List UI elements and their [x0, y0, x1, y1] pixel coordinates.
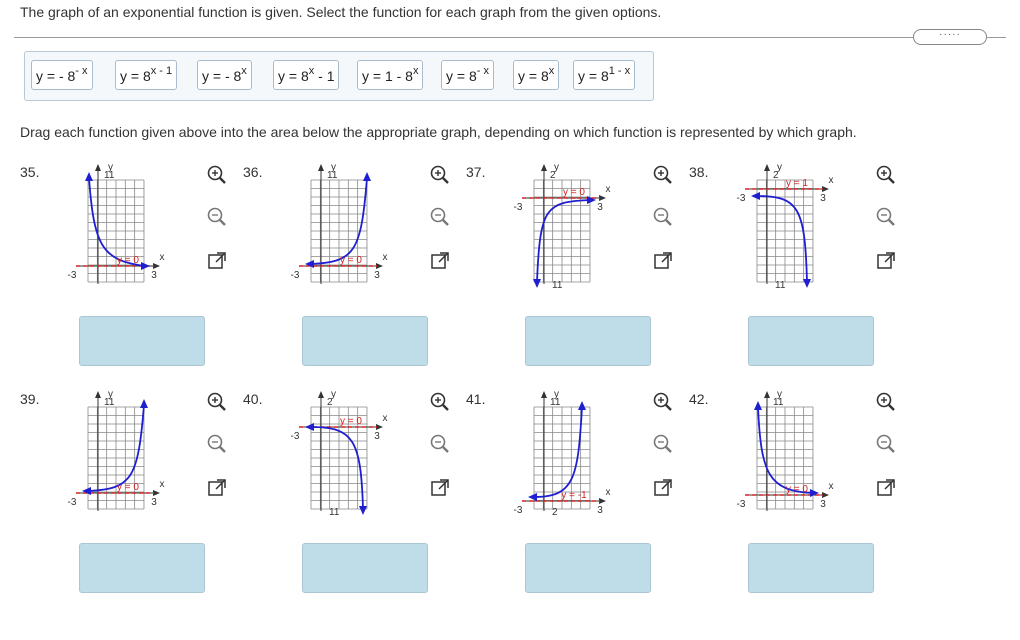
zoom-out-icon[interactable]: [875, 433, 897, 455]
zoom-out-icon[interactable]: [206, 206, 228, 228]
option-base: y = - 8: [202, 68, 242, 84]
curve-arrowhead: [810, 489, 819, 497]
x-axis-label: x: [828, 175, 834, 186]
popout-icon[interactable]: [652, 250, 674, 272]
y-axis-label: y: [331, 389, 336, 400]
y-axis-label: y: [554, 162, 559, 173]
asymptote-label: y = 0: [563, 187, 585, 198]
y-axis-label: y: [554, 389, 559, 400]
curve-arrowhead: [305, 423, 314, 431]
y-top-label: 11: [550, 397, 561, 408]
asymptote-label: y = 0: [117, 255, 139, 266]
answer-drop-zone[interactable]: [525, 543, 651, 593]
problem-number: 41.: [466, 391, 486, 407]
problem-number: 36.: [243, 164, 263, 180]
x-axis-label: x: [605, 184, 611, 195]
x-min-label: -3: [736, 499, 746, 510]
x-max-label: 3: [374, 431, 380, 442]
zoom-out-icon[interactable]: [652, 433, 674, 455]
curve-arrowhead: [587, 196, 596, 204]
zoom-in-icon[interactable]: [875, 164, 897, 186]
answer-drop-zone[interactable]: [302, 316, 428, 366]
option-tile[interactable]: [573, 60, 635, 90]
graph-svg: [713, 156, 853, 296]
zoom-in-icon[interactable]: [206, 164, 228, 186]
graph-panel: [713, 383, 853, 523]
option-base: y = 8: [518, 68, 549, 84]
option-exponent: 1 - x: [608, 65, 631, 78]
asymptote-label: y = -1: [561, 490, 587, 501]
divider-right: [986, 37, 1006, 38]
zoom-in-icon[interactable]: [875, 391, 897, 413]
more-button[interactable]: ·····: [913, 29, 987, 45]
problem-number: 35.: [20, 164, 40, 180]
curve-arrowhead: [85, 172, 93, 181]
popout-icon[interactable]: [429, 477, 451, 499]
option-base: y = - 8: [36, 68, 76, 84]
option-exponent: x - 1: [150, 65, 173, 78]
y-bottom-label: 11: [552, 280, 563, 291]
y-bottom-label: 2: [552, 507, 558, 518]
y-top-label: 11: [104, 397, 115, 408]
y-top-label: 2: [773, 170, 779, 181]
x-max-label: 3: [820, 499, 826, 510]
zoom-out-icon[interactable]: [206, 433, 228, 455]
graph-svg: [44, 383, 184, 523]
x-axis-label: x: [382, 413, 388, 424]
graph-svg: [713, 383, 853, 523]
curve-arrowhead: [141, 262, 150, 270]
x-max-label: 3: [151, 270, 157, 281]
option-exponent: x: [412, 65, 419, 78]
question-text: The graph of an exponential function is given. Select the function for each graph from the given options.: [20, 4, 662, 20]
graph-panel: [490, 383, 630, 523]
problem-number: 39.: [20, 391, 40, 407]
popout-icon[interactable]: [875, 477, 897, 499]
graph-svg: [267, 383, 407, 523]
curve-arrowhead: [751, 192, 760, 200]
option-tile[interactable]: [273, 60, 339, 90]
function-curve: [757, 196, 807, 282]
y-top-label: 2: [550, 170, 556, 181]
answer-drop-zone[interactable]: [748, 316, 874, 366]
y-axis-label: y: [108, 162, 113, 173]
x-min-label: -3: [290, 431, 300, 442]
x-max-label: 3: [374, 270, 380, 281]
option-tile[interactable]: [115, 60, 177, 90]
curve-arrowhead: [140, 399, 148, 408]
x-min-label: -3: [736, 193, 746, 204]
x-max-label: 3: [597, 202, 603, 213]
graph-panel: [713, 156, 853, 296]
curve-arrowhead: [305, 260, 314, 268]
x-axis-label: x: [159, 479, 165, 490]
x-axis-label: x: [159, 252, 165, 263]
curve-arrowhead: [82, 487, 91, 495]
option-base: y = 8: [446, 68, 477, 84]
y-axis-label: y: [777, 162, 782, 173]
option-exponent: - x: [476, 65, 489, 78]
y-top-label: 2: [327, 397, 333, 408]
x-axis-label: x: [828, 481, 834, 492]
x-axis-label: x: [605, 487, 611, 498]
option-base: y = 8: [120, 68, 151, 84]
curve-arrowhead: [578, 401, 586, 410]
x-max-label: 3: [151, 497, 157, 508]
x-max-label: 3: [597, 505, 603, 516]
curve-arrowhead: [363, 172, 371, 181]
option-exponent: x: [308, 65, 315, 78]
option-exponent: x: [241, 65, 247, 78]
zoom-out-icon[interactable]: [875, 206, 897, 228]
popout-icon[interactable]: [206, 250, 228, 272]
problem-number: 37.: [466, 164, 486, 180]
x-min-label: -3: [67, 497, 77, 508]
curve-arrowhead: [803, 279, 811, 288]
x-min-label: -3: [67, 270, 77, 281]
answer-drop-zone[interactable]: [302, 543, 428, 593]
zoom-in-icon[interactable]: [652, 164, 674, 186]
answer-drop-zone[interactable]: [79, 316, 205, 366]
y-axis-label: y: [777, 389, 782, 400]
instruction-text: Drag each function given above into the area below the appropriate graph, depending on which function is represented by which graph.: [20, 124, 857, 140]
zoom-in-icon[interactable]: [429, 164, 451, 186]
graph-svg: [267, 156, 407, 296]
function-curve: [537, 200, 590, 282]
answer-drop-zone[interactable]: [79, 543, 205, 593]
graph-panel: [44, 156, 184, 296]
x-axis-label: x: [382, 252, 388, 263]
curve-arrowhead: [754, 401, 762, 410]
graph-svg: [44, 156, 184, 296]
option-base: y = 1 - 8: [362, 68, 413, 84]
graph-panel: [44, 383, 184, 523]
graph-panel: [267, 383, 407, 523]
option-tile[interactable]: [357, 60, 423, 90]
option-tile[interactable]: [441, 60, 494, 90]
y-axis-label: y: [108, 389, 113, 400]
asymptote-label: y = 0: [340, 416, 362, 427]
option-tile[interactable]: [31, 60, 93, 90]
problem-number: 42.: [689, 391, 709, 407]
curve-arrowhead: [359, 506, 367, 515]
option-exponent: x: [548, 65, 555, 78]
popout-icon[interactable]: [875, 250, 897, 272]
answer-drop-zone[interactable]: [525, 316, 651, 366]
asymptote-label: y = 0: [340, 255, 362, 266]
x-min-label: -3: [513, 202, 523, 213]
zoom-out-icon[interactable]: [429, 206, 451, 228]
x-max-label: 3: [820, 193, 826, 204]
function-curve: [311, 427, 363, 509]
asymptote-label: y = 0: [786, 484, 808, 495]
option-tile[interactable]: [513, 60, 559, 90]
graph-panel: [490, 156, 630, 296]
zoom-out-icon[interactable]: [429, 433, 451, 455]
y-bottom-label: 11: [329, 507, 340, 518]
curve-arrowhead: [533, 279, 541, 288]
divider: [14, 37, 914, 38]
zoom-in-icon[interactable]: [206, 391, 228, 413]
problem-number: 38.: [689, 164, 709, 180]
popout-icon[interactable]: [206, 477, 228, 499]
popout-icon[interactable]: [429, 250, 451, 272]
zoom-in-icon[interactable]: [429, 391, 451, 413]
zoom-in-icon[interactable]: [652, 391, 674, 413]
popout-icon[interactable]: [652, 477, 674, 499]
y-axis-label: y: [331, 162, 336, 173]
option-exponent: - x: [75, 65, 88, 78]
y-bottom-label: 11: [775, 280, 786, 291]
asymptote-label: y = 0: [117, 482, 139, 493]
graph-svg: [490, 383, 630, 523]
y-top-label: 11: [327, 170, 338, 181]
options-palette: [24, 51, 654, 101]
zoom-out-icon[interactable]: [652, 206, 674, 228]
asymptote-label: y = 1: [786, 178, 808, 189]
option-tail: - 1: [314, 68, 335, 84]
y-top-label: 11: [104, 170, 115, 181]
x-min-label: -3: [290, 270, 300, 281]
option-base: y = 8: [578, 68, 609, 84]
x-min-label: -3: [513, 505, 523, 516]
option-tile[interactable]: [197, 60, 252, 90]
graph-panel: [267, 156, 407, 296]
problem-number: 40.: [243, 391, 263, 407]
graph-svg: [490, 156, 630, 296]
option-base: y = 8: [278, 68, 309, 84]
answer-drop-zone[interactable]: [748, 543, 874, 593]
curve-arrowhead: [528, 493, 537, 501]
y-top-label: 11: [773, 397, 784, 408]
